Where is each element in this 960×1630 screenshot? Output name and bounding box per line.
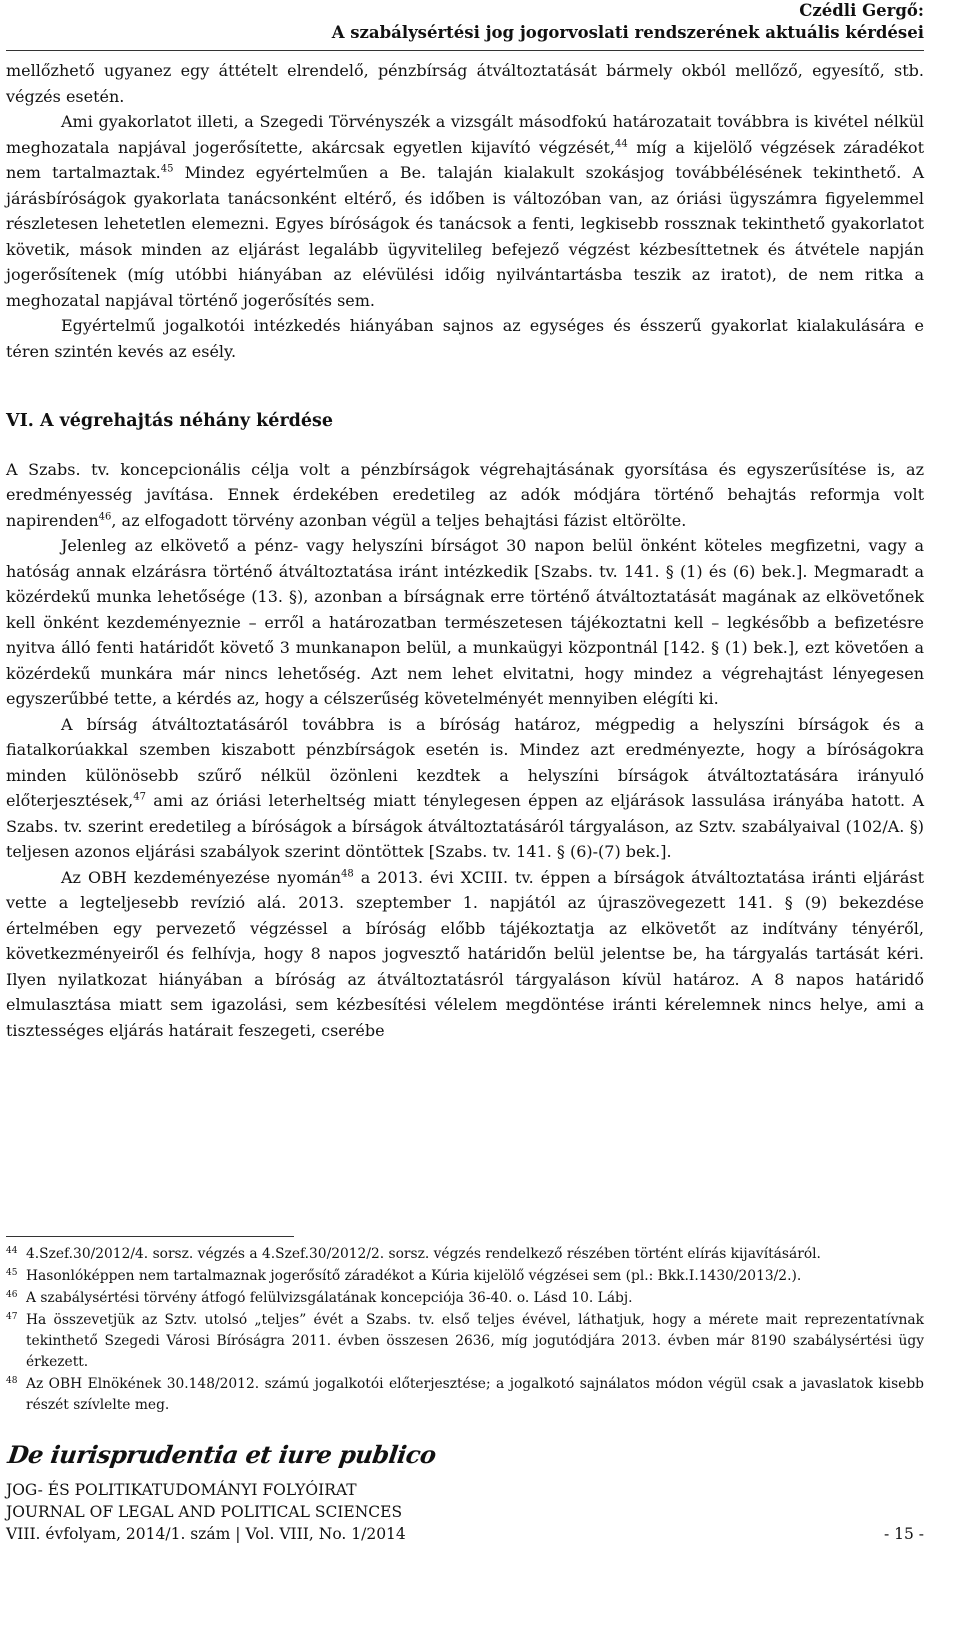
text-run: a 2013. évi XCIII. tv. éppen a bírságok átváltoztatása iránti eljárást vette a legteljesebb revízió alá. 2013. szeptember 1. napjától az újraszövegezett 141. § (9) bekezdése értelmében egy pervezető végzéssel a bíróság előbb tájékoztatja az elkövetőt az indítvány tényéről, következményeiről és felhívja, hogy 8 napos jogvesztő határidőn belül jelentse be, ha tárgyalás tartását kéri. Ilyen nyilatkozat hiányában a bíróság az átváltoztatásról tárgyaláson kívül határoz. A 8 napos határidő elmulasztása miatt sem igazolási, sem kézbesítési vélelem megdöntése iránti kérelemnek nincs helye, ami a tisztességes eljárás határait feszegeti, cserébe	[6, 867, 924, 1040]
header-divider	[6, 50, 924, 51]
journal-title-hu: JOG- ÉS POLITIKATUDOMÁNYI FOLYÓIRAT	[6, 1481, 357, 1499]
footnote-number: 44	[6, 1246, 18, 1256]
text-run: , az elfogadott törvény azonban végül a teljes behajtási fázist eltörölte.	[111, 510, 687, 530]
footnote-number: 46	[6, 1290, 18, 1300]
paragraph: Jelenleg az elkövető a pénz- vagy helyszíni bírságot 30 napon belül önként köteles megfizetni, vagy a hatóság annak elzárásra történő átváltoztatása iránt intézkedik [Szabs. tv. 141. § (1) és (6) bek.]. Megmaradt a közérdekű munka lehetősége (13. §), azonban a bírságnak erre történő átváltoztatását magának az elkövetőnek kell önként kezdeményeznie – erről a határozatban természetesen tájékoztatni kell – legkésőbb a befizetésre nyitva álló fenti határidőt követő 3 munkanapon belül, a munkaügyi központnál [142. § (1) bek.], ezt követően a közérdekű munkára már nincs lehetőség. Azt nem lehet elvitatni, hogy mindez a végrehajtást lényegesen egyszerűbbé tette, a kérdés az, hogy a célszerűség követelményét mennyiben elégíti ki.	[6, 536, 924, 708]
journal-issue-row	[6, 1523, 924, 1545]
footnote-ref: 48	[341, 868, 354, 880]
text-run: Az OBH kezdeményezése nyomán	[61, 867, 342, 887]
footnote	[6, 1244, 924, 1265]
footnote-ref: 46	[98, 511, 112, 523]
journal-issue: VIII. évfolyam, 2014/1. szám | Vol. VIII, No. 1/2014	[6, 1525, 406, 1543]
footnote-divider	[6, 1236, 294, 1237]
journal-title-en: JOURNAL OF LEGAL AND POLITICAL SCIENCES	[6, 1503, 403, 1521]
text-run: ami az óriási leterheltség miatt ténylegesen éppen az eljárások lassulása irányába hatott. A Szabs. tv. szerint eredetileg a bíróságok a bírságok átváltoztatásáról tárgyaláson, az Sztv. szabályaival (102/A. §) teljesen azonos eljárási szabályok szerint döntöttek [Szabs. tv. 141. § (6)-(7) bek.].	[6, 791, 924, 861]
journal-logo: De iurisprudentia et iure publico	[6, 1440, 438, 1469]
footnote-ref: 44	[615, 138, 628, 150]
footnote-text: Hasonlóképpen nem tartalmaznak jogerősítő záradékot a Kúria kijelölő végzései sem (pl.: Bkk.I.1430/2013/2.).	[26, 1268, 802, 1284]
text-run: A Szabs. tv. koncepcionális célja volt a pénzbírságok végrehajtásának gyorsítása és egyszerűsítése is, az eredményesség javítása. Ennek érdekében eredetileg az adók módjára történő behajtás reformja volt napirenden	[6, 459, 924, 530]
text-run: Mindez egyértelműen a Be. talaján kialakult szokásjog továbbélésének tekinthető. A járásbíróságok gyakorlata tanácsonként eltérő, és időben is változóban van, az óriási ügyszámra figyelemmel részletesen lehetetlen elemezni. Egyes bíróságok és tanácsok a fenti, legkisebb rossznak tekinthető gyakorlatot követik, mások minden az eljárást legalább ügyvitelileg befejező végzést kézbesíttetnek és átvétele napján jogerősítenek (míg utóbbi hiányában az elévülési időig nyilvántartásba teszik az iratot), de nem ritka a meghozatal napjával történő jogerősítés sem.	[6, 163, 925, 310]
paragraph	[6, 865, 924, 1044]
footnote-number: 48	[6, 1376, 18, 1386]
text-run: Ami gyakorlatot illeti, a Szegedi Törvényszék a vizsgált másodfokú határozatait továbbra is kivétel nélkül meghozatala napjával jogerősítette, akárcsak egyetlen kijavító végzését,	[6, 112, 924, 157]
footnote-text: Az OBH Elnökének 30.148/2012. számú jogalkotói előterjesztése; a jogalkotó sajnálatos módon végül csak a javaslatok kisebb részét szívlelte meg.	[26, 1376, 924, 1413]
footnote	[6, 1266, 924, 1287]
page-number: - 15 -	[883, 1525, 924, 1543]
footnote	[6, 1374, 924, 1416]
main-text	[6, 58, 924, 1043]
paragraph	[6, 712, 924, 865]
footnote-ref: 47	[133, 791, 146, 803]
text-run: A bírság átváltoztatásáról továbbra is a bíróság határoz, mégpedig a helyszíni bírságok és a fiatalkorúakkal szemben kiszabott pénzbírságok esetén is. Mindez azt eredményezte, hogy a bíróságokra minden különösebb szűrő nélkül özönleni kezdtek a helyszíni bírságok átváltoztatására irányuló előterjesztések,	[6, 714, 924, 810]
footnote	[6, 1310, 924, 1373]
journal-footer	[6, 1440, 924, 1545]
paragraph: Egyértelmű jogalkotói intézkedés hiányában sajnos az egységes és ésszerű gyakorlat kialakulására e téren szintén kevés az esély.	[6, 316, 924, 361]
section-heading: VI. A végrehajtás néhány kérdése	[6, 411, 334, 431]
paragraph: mellőzhető ugyanez egy áttételt elrendelő, pénzbírság átváltoztatását bármely okból mellőző, egyesítő, stb. végzés esetén.	[6, 61, 924, 106]
footnote	[6, 1288, 924, 1309]
paragraph	[6, 109, 924, 313]
footnotes	[6, 1244, 924, 1417]
footnote-number: 45	[6, 1268, 18, 1278]
header-author: Czédli Gergő:	[799, 1, 924, 20]
header-title: A szabálysértési jog jogorvoslati rendszerének aktuális kérdései	[331, 23, 924, 42]
footnote-text: A szabálysértési törvény átfogó felülvizsgálatának koncepciója 36-40. o. Lásd 10. Lábj.	[26, 1290, 633, 1306]
footnote-text: Ha összevetjük az Sztv. utolsó „teljes” évét a Szabs. tv. első teljes évével, láthatjuk, hogy a mérete mait reprezentatívnak tekinthető Szegedi Városi Bíróságra 2011. évben összesen 2636, míg jogutódjára 2013. évben már 8190 szabálysértési ügy érkezett.	[26, 1312, 924, 1370]
footnote-ref: 45	[160, 163, 174, 175]
footnote-text: 4.Szef.30/2012/4. sorsz. végzés a 4.Szef.30/2012/2. sorsz. végzés rendelkező részében történt elírás kijavításáról.	[26, 1246, 821, 1262]
running-header	[332, 0, 924, 44]
paragraph	[6, 457, 924, 534]
footnote-number: 47	[6, 1312, 18, 1322]
text-run: míg a kijelölő végzések záradékot nem tartalmaztak.	[6, 137, 924, 182]
